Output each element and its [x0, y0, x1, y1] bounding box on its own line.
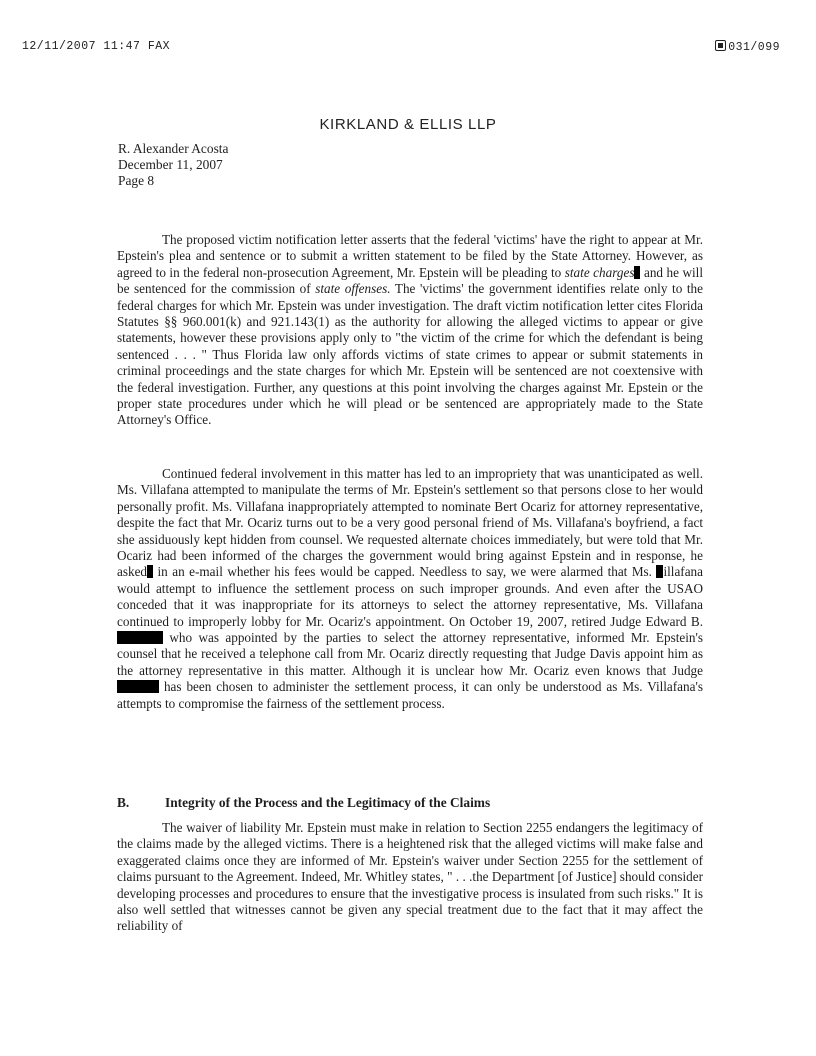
- section-letter: B.: [117, 795, 130, 810]
- fax-page-counter: [715, 40, 780, 54]
- address-block: [118, 141, 228, 189]
- section-title: Integrity of the Process and the Legitimacy of the Claims: [165, 795, 491, 810]
- redaction-bar: [117, 631, 163, 644]
- paragraph-text: The proposed victim notification letter asserts that the federal 'victims' have the right to appear at Mr. Epstein's plea and sentence or to submit a written statement to be filed by the State Attorney. However, as agreed to in the federal non-prosecution Agreement, Mr. Epstein will be pleading to: [117, 232, 703, 280]
- letterhead-firm-name: KIRKLAND & ELLIS LLP: [319, 116, 497, 133]
- letter-date: December 11, 2007: [118, 157, 223, 172]
- fax-transmission-header: [22, 40, 780, 56]
- section-heading-b: [117, 795, 703, 811]
- paragraph-text: illafana would attempt to influence the settlement process on such improper grounds. And even after the USAO conceded that it was inappropriate for its attorneys to select the attorney representative, Ms. Villafana continued to improperly lobby for Mr. Ocariz's appointment. On October 19, 2007, retired Judge Edward B.: [117, 564, 703, 629]
- fax-datetime: 12/11/2007 11:47 FAX: [22, 40, 171, 53]
- emphasis-state-offenses: state offenses.: [315, 281, 391, 297]
- paragraph-text: Continued federal involvement in this matter has led to an impropriety that was unanticipated as well. Ms. Villafana attempted to manipulate the terms of Mr. Epstein's settlement so that persons close to her would personally profit. Ms. Villafana inappropriately attempted to nominate Bert Ocariz for attorney representative, despite the fact that Mr. Ocariz turns out to be a very good personal friend of Ms. Villafana's boyfriend, a fact she assiduously kept hidden from counsel. We requested alternate choices immediately, but were told that Mr. Ocariz had been informed of the charges the government would bring against Epstein and in response, he asked: [117, 466, 703, 580]
- fax-page-icon: [715, 40, 726, 51]
- paragraph-text: in an e-mail whether his fees would be capped. Needless to say, we were alarmed that Ms.: [153, 564, 657, 580]
- paragraph-waiver-of-liability: The waiver of liability Mr. Epstein must make in relation to Section 2255 endangers the legitimacy of the claims made by the alleged victims. There is a heightened risk that the alleged victims will make false and exaggerated claims once they are informed of Mr. Epstein's waiver under Section 2255 for the settlement of claims pursuant to the Agreement. Indeed, Mr. Whitley states, " . . .the Department [of Justice] should consider developing processes and procedures to ensure that the investigative process is insulated from such risks." It is also well settled that witnesses cannot be given any special treatment due to the fact that it may affect the reliability of: [117, 820, 703, 934]
- paragraph-text: has been chosen to administer the settlement process, it can only be understood as Ms. Villafana's attempts to compromise the fairness of the settlement process.: [117, 679, 703, 711]
- fax-page-number: 031/099: [728, 41, 780, 54]
- paragraph-text: and he will be sentenced for the commission of: [117, 264, 703, 297]
- recipient-name: R. Alexander Acosta: [118, 141, 229, 156]
- paragraph-text: The 'victims' the government identifies relate only to the federal charges for which Mr. Epstein was under investigation. The draft victim notification letter cites Florida Statutes §§ 960.001(k) and 921.143(1) as the authority for allowing the alleged victims to appear or give statements, however these provisions apply only to "the victim of the crime for which the defendant is being sentenced . . . " Thus Florida law only affords victims of state crimes to appear or submit statements in criminal proceedings and the state charges for which Mr. Epstein will be sentenced are not coextensive with the federal investigation. Further, any questions at this point involving the charges against Mr. Epstein or the proper state procedures under which he will plead or be sentenced are appropriately made to the State Attorney's Office.: [117, 281, 703, 428]
- paragraph-state-charges: [117, 232, 703, 429]
- redaction-bar: [117, 680, 159, 693]
- paragraph-text: who was appointed by the parties to select the attorney representative, informed Mr. Epstein's counsel that he received a telephone call from Mr. Ocariz directly requesting that Judge Davis appoint him as the attorney representative in this matter. Although it is unclear how Mr. Ocariz even knows that Judge: [117, 630, 703, 678]
- paragraph-federal-involvement: [117, 466, 703, 712]
- page-number: Page 8: [118, 173, 155, 188]
- emphasis-state-charges: state charges: [564, 264, 635, 280]
